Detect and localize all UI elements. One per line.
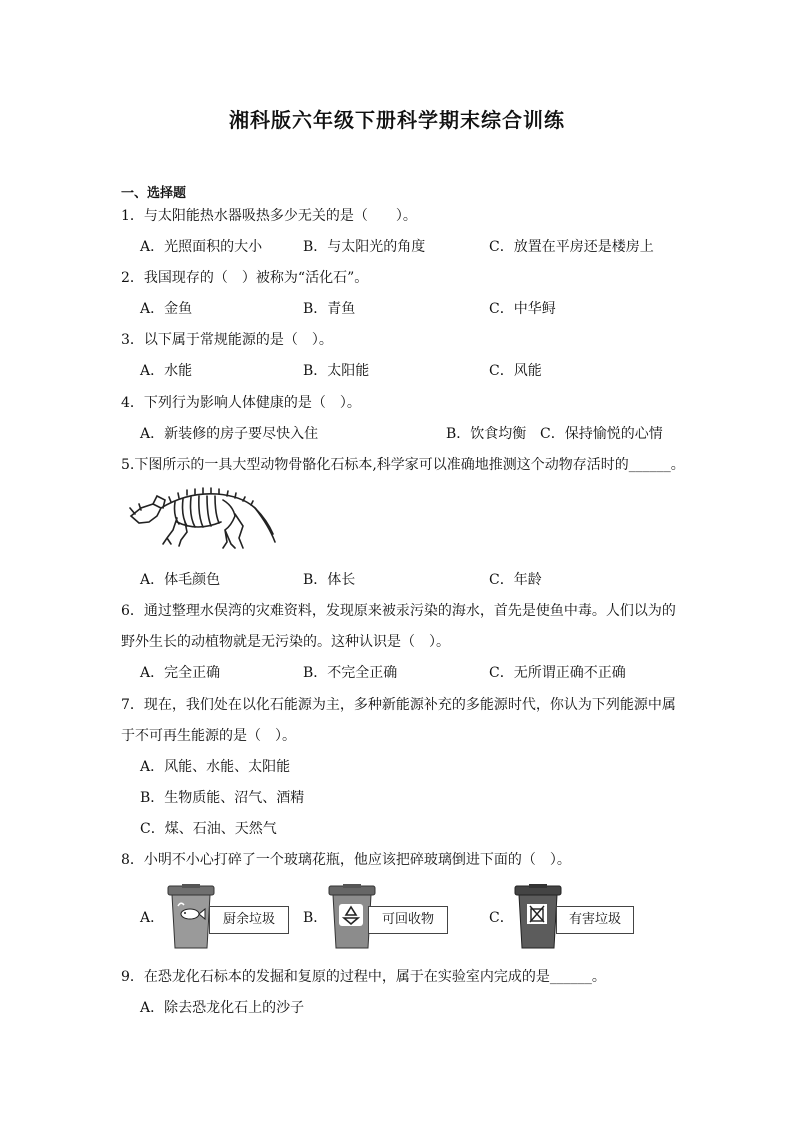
question-5: 5.下图所示的一具大型动物骨骼化石标本,科学家可以准确地推测这个动物存活时的______。 <box>121 457 685 473</box>
question-9: 9．在恐龙化石标本的发掘和复原的过程中，属于在实验室内完成的是______。 <box>121 969 606 985</box>
bin-label-hazardous: 有害垃圾 <box>556 906 634 934</box>
q8-option-a: A． <box>140 910 165 926</box>
question-3: 3．以下属于常规能源的是（ ）。 <box>121 332 333 348</box>
question-6-line-1: 6．通过整理水俣湾的灾难资料，发现原来被汞污染的海水，首先是使鱼中毒。人们以为的 <box>121 603 676 619</box>
q3-option-c: C．风能 <box>489 363 542 379</box>
q5-option-a: A．体毛颜色 <box>140 572 221 588</box>
q3-option-a: A．水能 <box>140 363 193 379</box>
question-1: 1．与太阳能热水器吸热多少无关的是（ ）。 <box>121 208 417 224</box>
hazardous-bin-icon <box>527 904 547 924</box>
page-title: 湘科版六年级下册科学期末综合训练 <box>229 108 565 132</box>
q6-option-a: A．完全正确 <box>140 665 221 681</box>
question-7-line-2: 于不可再生能源的是（ ）。 <box>121 728 296 744</box>
q4-option-b: B．饮食均衡 <box>446 426 527 442</box>
q1-option-b: B．与太阳光的角度 <box>303 239 426 255</box>
q1-option-a: A．光照面积的大小 <box>140 239 263 255</box>
q2-option-a: A．金鱼 <box>140 301 193 317</box>
q2-option-c: C．中华鲟 <box>489 301 556 317</box>
q4-option-a: A．新装修的房子要尽快入住 <box>140 426 319 442</box>
q3-option-b: B．太阳能 <box>303 363 370 379</box>
q1-option-c: C．放置在平房还是楼房上 <box>489 239 654 255</box>
q9-option-a: A．除去恐龙化石上的沙子 <box>140 1000 305 1016</box>
q7-option-a: A．风能、水能、太阳能 <box>140 759 291 775</box>
question-6-line-2: 野外生长的动植物就是无污染的。这种认识是（ ）。 <box>121 634 450 650</box>
bin-label-recyclable: 可回收物 <box>368 906 448 934</box>
q8-option-c: C． <box>489 910 514 926</box>
dinosaur-skeleton-image <box>127 486 277 552</box>
question-4: 4．下列行为影响人体健康的是（ ）。 <box>121 395 361 411</box>
q6-option-c: C．无所谓正确不正确 <box>489 665 626 681</box>
q6-option-b: B．不完全正确 <box>303 665 398 681</box>
q2-option-b: B．青鱼 <box>303 301 356 317</box>
question-2: 2．我国现存的（ ）被称为“活化石”。 <box>121 270 369 286</box>
question-8: 8．小明不小心打碎了一个玻璃花瓶，他应该把碎玻璃倒进下面的（ ）。 <box>121 852 571 868</box>
q7-option-b: B．生物质能、沼气、酒精 <box>140 790 305 806</box>
bin-label-kitchen-waste: 厨余垃圾 <box>209 906 289 934</box>
q7-option-c: C．煤、石油、天然气 <box>140 821 277 837</box>
q5-option-c: C．年龄 <box>489 572 542 588</box>
q4-option-c: C．保持愉悦的心情 <box>540 426 663 442</box>
recycle-icon <box>339 904 363 926</box>
section-heading: 一、选择题 <box>121 186 187 201</box>
q5-option-b: B．体长 <box>303 572 356 588</box>
question-7-line-1: 7．现在，我们处在以化石能源为主，多种新能源补充的多能源时代，你认为下列能源中属 <box>121 697 676 713</box>
q8-option-b: B． <box>303 910 328 926</box>
